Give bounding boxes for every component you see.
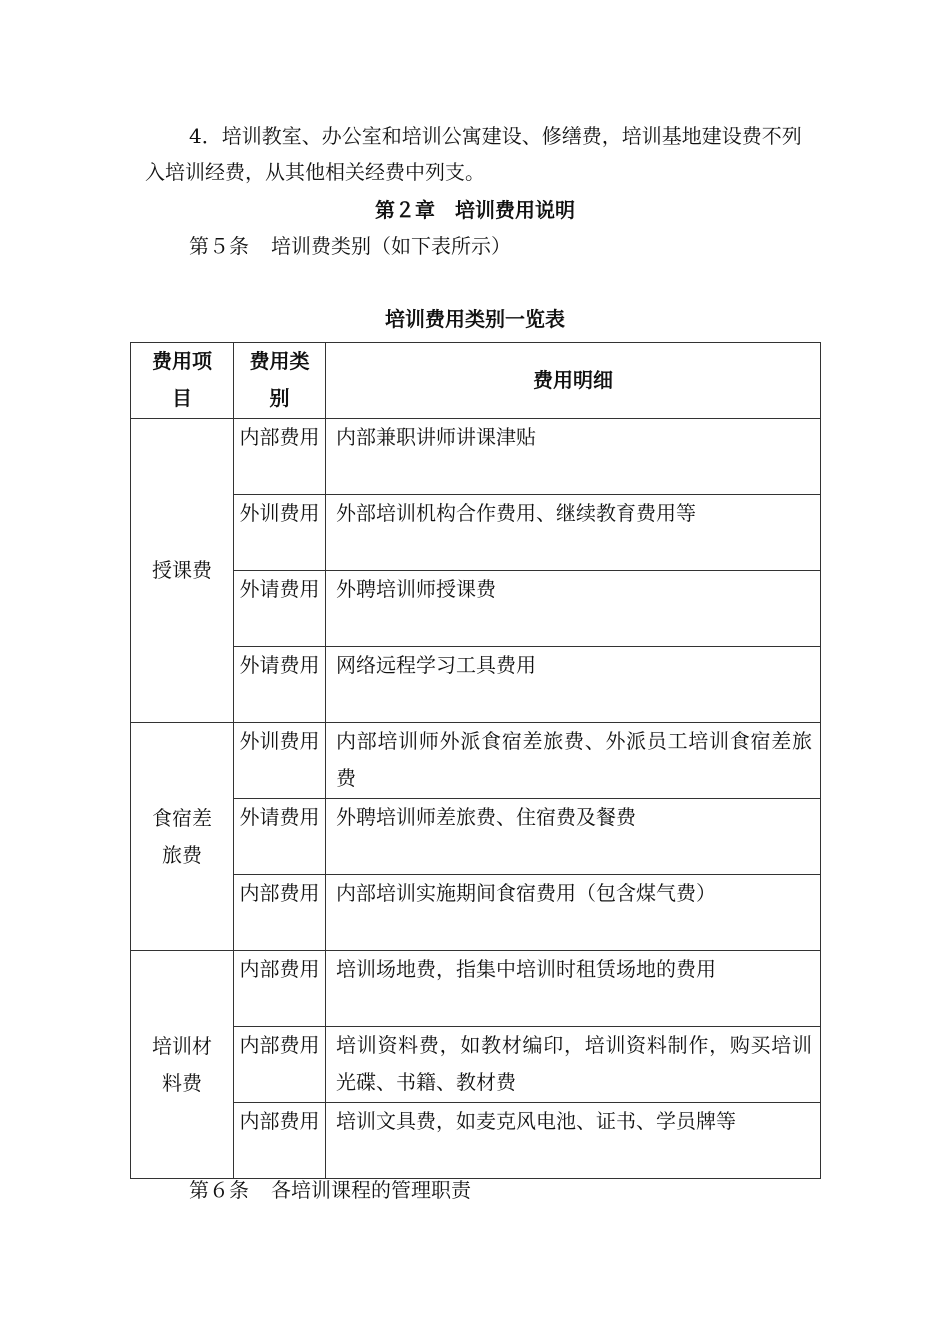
category-cell: 内部费用	[234, 1103, 326, 1179]
detail-cell: 培训资料费，如教材编印，培训资料制作，购买培训光碟、书籍、教材费	[326, 1027, 821, 1103]
detail-cell: 网络远程学习工具费用	[326, 647, 821, 723]
category-cell: 外训费用	[234, 723, 326, 799]
table-row	[131, 1027, 821, 1103]
table-row	[131, 799, 821, 875]
detail-cell: 培训文具费，如麦克风电池、证书、学员牌等	[326, 1103, 821, 1179]
table-row	[131, 951, 821, 1027]
table-header-row	[131, 343, 821, 419]
table-row	[131, 875, 821, 951]
table-row	[131, 571, 821, 647]
detail-cell: 外聘培训师差旅费、住宿费及餐费	[326, 799, 821, 875]
category-cell: 内部费用	[234, 1027, 326, 1103]
article-5	[189, 230, 511, 262]
group-item-label: 培训材料费	[131, 951, 234, 1179]
intro-paragraph: 4．培训教室、办公室和培训公寓建设、修缮费，培训基地建设费不列入培训经费，从其他相关经费中列支。	[145, 124, 802, 184]
category-cell: 内部费用	[234, 875, 326, 951]
detail-cell: 外部培训机构合作费用、继续教育费用等	[326, 495, 821, 571]
article-5-text: 培训费类别（如下表所示）	[271, 234, 511, 258]
group-item-label: 授课费	[131, 419, 234, 723]
article-6	[189, 1174, 471, 1206]
category-cell: 外请费用	[234, 799, 326, 875]
detail-cell: 内部培训师外派食宿差旅费、外派员工培训食宿差旅费	[326, 723, 821, 799]
table-row	[131, 647, 821, 723]
header-detail: 费用明细	[326, 343, 821, 419]
table-row	[131, 723, 821, 799]
fee-category-table	[130, 342, 821, 1179]
detail-cell: 培训场地费，指集中培训时租赁场地的费用	[326, 951, 821, 1027]
table-title: 培训费用类别一览表	[385, 307, 565, 331]
header-category: 费用类别	[234, 343, 326, 419]
chapter-heading: 第２章 培训费用说明	[375, 198, 575, 222]
header-item: 费用项目	[131, 343, 234, 419]
category-cell: 内部费用	[234, 951, 326, 1027]
table-row	[131, 495, 821, 571]
table-row	[131, 1103, 821, 1179]
category-cell: 外请费用	[234, 571, 326, 647]
category-cell: 外请费用	[234, 647, 326, 723]
group-item-label: 食宿差旅费	[131, 723, 234, 951]
article-6-number: 第６条	[189, 1178, 249, 1202]
article-5-number: 第５条	[189, 234, 249, 258]
detail-cell: 内部兼职讲师讲课津贴	[326, 419, 821, 495]
category-cell: 内部费用	[234, 419, 326, 495]
detail-cell: 内部培训实施期间食宿费用（包含煤气费）	[326, 875, 821, 951]
category-cell: 外训费用	[234, 495, 326, 571]
table-row	[131, 419, 821, 495]
detail-cell: 外聘培训师授课费	[326, 571, 821, 647]
article-6-text: 各培训课程的管理职责	[271, 1178, 471, 1202]
